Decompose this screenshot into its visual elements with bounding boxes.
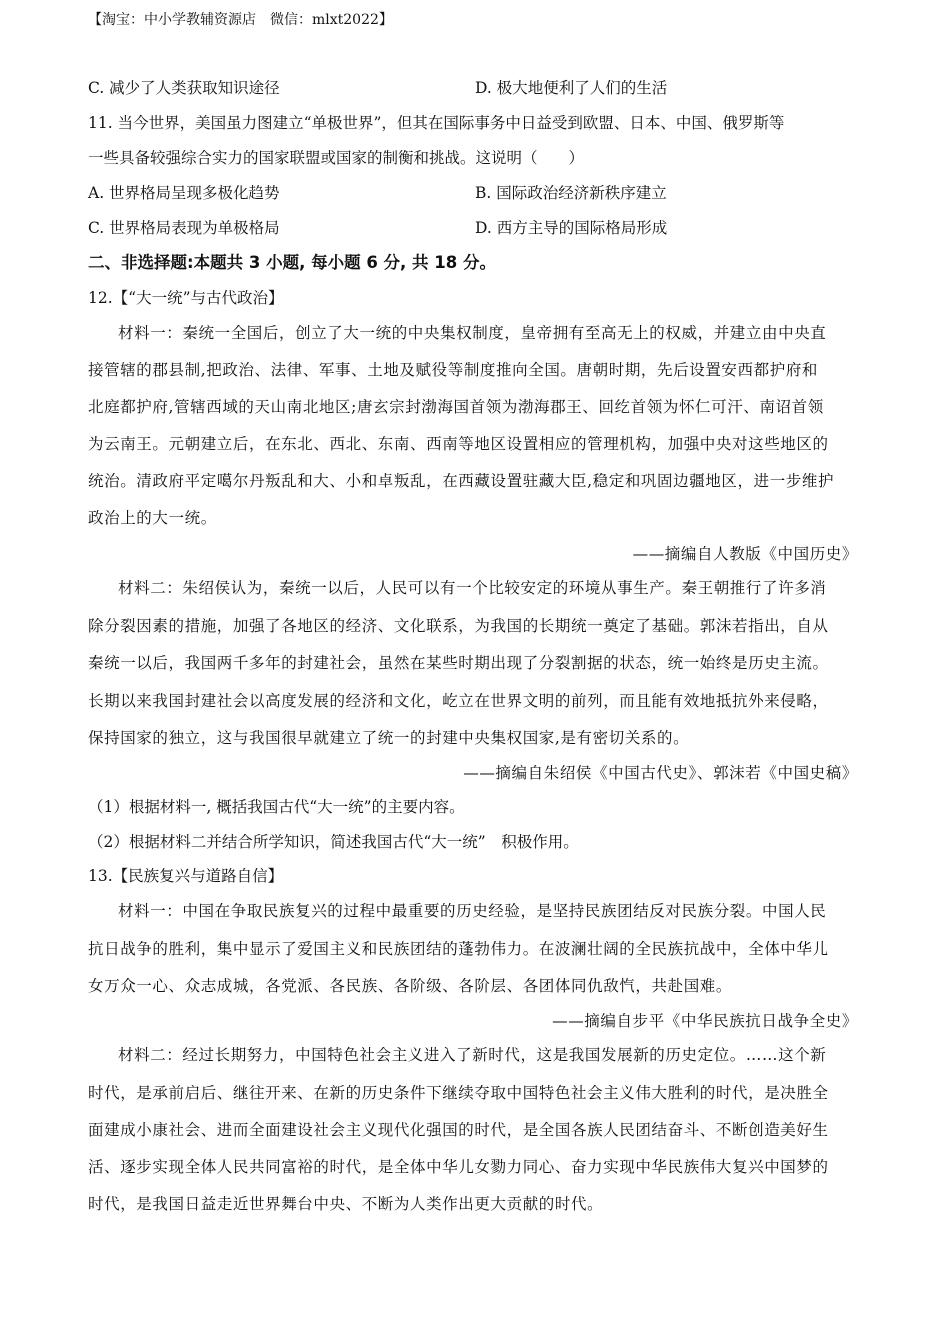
q12-material2-line: 材料二：朱绍侯认为，秦统一以后，人民可以有一个比较安定的环境从事生产。秦王朝推行了许多消 <box>118 579 827 597</box>
q13-material1-line: 女万众一心、众志成城，各党派、各民族、各阶级、各阶层、各团体同仇敌忾，共赴国难。 <box>88 977 733 995</box>
q12-material2-line: 秦统一以后，我国两千多年的封建社会，虽然在某些时期出现了分裂割据的状态，统一始终是历史主流。 <box>88 654 829 672</box>
q12-material2-source: ——摘编自朱绍侯《中国古代史》、郭沫若《中国史稿》 <box>463 764 858 782</box>
q12-material1-line: 北庭都护府,管辖西域的天山南北地区;唐玄宗封渤海国首领为渤海郡王、回纥首领为怀仁可汗、南诏首领 <box>88 398 824 416</box>
q12-material1-line: 为云南王。元朝建立后，在东北、西北、东南、西南等地区设置相应的管理机构，加强中央对这些地区的 <box>88 435 829 453</box>
q12-material1-line: 政治上的大一统。 <box>88 509 217 527</box>
q12-material2-line: 保持国家的独立，这与我国很早就建立了统一的封建中央集权国家,是有密切关系的。 <box>88 729 690 747</box>
q11-option-d: D. 西方主导的国际格局形成 <box>475 219 668 237</box>
q11-option-a: A. 世界格局呈现多极化趋势 <box>88 184 280 202</box>
q12-material1-line: 接管辖的郡县制,把政治、法律、军事、土地及赋役等制度推向全国。唐朝时期，先后设置安西都护府和 <box>88 361 819 379</box>
q10-option-c: C. 减少了人类获取知识途径 <box>88 79 280 97</box>
q11-option-c: C. 世界格局表现为单极格局 <box>88 219 280 237</box>
q13-material1-source: ——摘编自步平《中华民族抗日战争全史》 <box>552 1012 858 1030</box>
q13-material2-line: 面建成小康社会、进而全面建设社会主义现代化强国的时代，是全国各族人民团结奋斗、不断创造美好生 <box>88 1121 829 1139</box>
q13-material2-line: 活、逐步实现全体人民共同富裕的时代，是全体中华儿女勠力同心、奋力实现中华民族伟大复兴中国梦的 <box>88 1158 829 1176</box>
q13-material1-line: 抗日战争的胜利，集中显示了爱国主义和民族团结的蓬勃伟力。在波澜壮阔的全民族抗战中，全体中华儿 <box>88 940 829 958</box>
q12-material2-line: 长期以来我国封建社会以高度发展的经济和文化，屹立在世界文明的前列，而且能有效地抵抗外来侵略， <box>88 692 829 710</box>
section-title: 二、非选择题:本题共 3 小题, 每小题 6 分, 共 18 分。 <box>88 253 497 272</box>
q11-option-b: B. 国际政治经济新秩序建立 <box>475 184 667 202</box>
q12-subquestion-1: （1）根据材料一, 概括我国古代“大一统”的主要内容。 <box>88 798 465 816</box>
q12-title: 12.【“大一统”与古代政治】 <box>88 289 284 307</box>
q12-subquestion-2: （2）根据材料二并结合所学知识，简述我国古代“大一统” 积极作用。 <box>88 833 579 851</box>
page-header: 【淘宝：中小学教辅资源店 微信：mlxt2022】 <box>88 12 393 28</box>
q11-stem-line1: 11. 当今世界，美国虽力图建立“单极世界”，但其在国际事务中日益受到欧盟、日本、中国、俄罗斯等 <box>88 114 785 132</box>
q10-option-d: D. 极大地便利了人们的生活 <box>475 79 668 97</box>
q11-stem-line2: 一些具备较强综合实力的国家联盟或国家的制衡和挑战。这说明（ ） <box>88 149 585 167</box>
q12-material1-source: ——摘编自人教版《中国历史》 <box>632 545 858 563</box>
q12-material1-line: 材料一：秦统一全国后，创立了大一统的中央集权制度，皇帝拥有至高无上的权威，并建立由中央直 <box>118 324 827 342</box>
q13-material2-line: 时代，是我国日益走近世界舞台中央、不断为人类作出更大贡献的时代。 <box>88 1195 604 1213</box>
q13-material2-line: 时代，是承前启后、继往开来、在新的历史条件下继续夺取中国特色社会主义伟大胜利的时代，是决胜全 <box>88 1084 829 1102</box>
q13-title: 13.【民族复兴与道路自信】 <box>88 867 284 885</box>
q12-material2-line: 除分裂因素的措施，加强了各地区的经济、文化联系，为我国的长期统一奠定了基础。郭沫若指出，自从 <box>88 617 829 635</box>
q13-material2-line: 材料二：经过长期努力，中国特色社会主义进入了新时代，这是我国发展新的历史定位。……这个新 <box>118 1046 827 1064</box>
q13-material1-line: 材料一：中国在争取民族复兴的过程中最重要的历史经验，是坚持民族团结反对民族分裂。中国人民 <box>118 902 827 920</box>
q12-material1-line: 统治。清政府平定噶尔丹叛乱和大、小和卓叛乱，在西藏设置驻藏大臣,稳定和巩固边疆地区，进一步维护 <box>88 472 835 490</box>
